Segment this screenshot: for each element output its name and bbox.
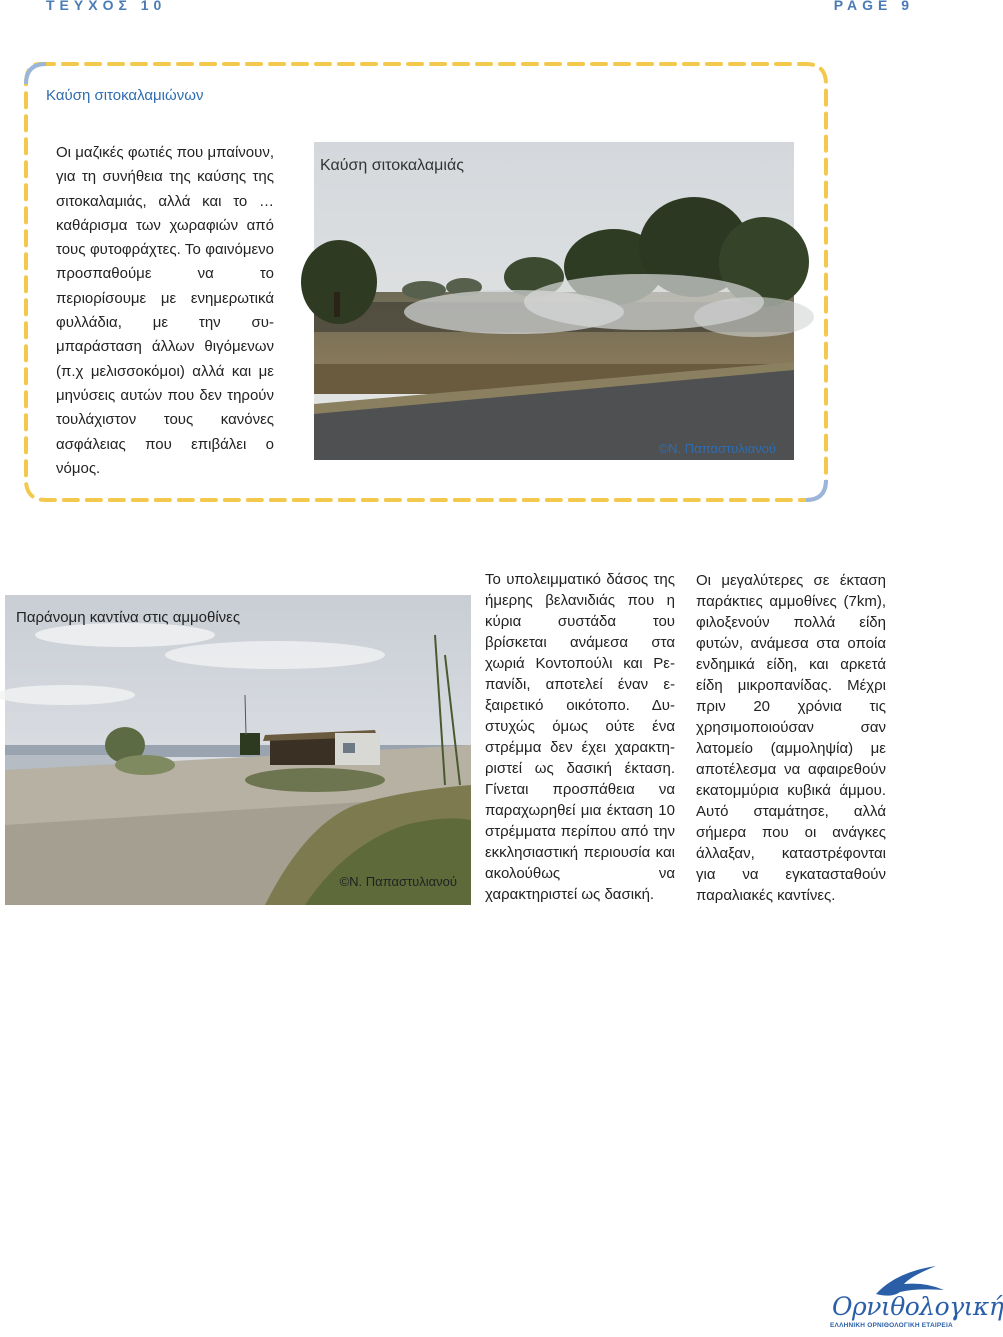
dune-canteen-illustration: [5, 595, 471, 905]
logo-name: Ορνιθολογική: [832, 1292, 1003, 1321]
photo-credit-2: ©Ν. Παπαστυλιανού: [339, 874, 457, 889]
page-number: PAGE 9: [833, 0, 914, 13]
box-title: Καύση σιτοκαλαμιώνων: [46, 87, 204, 104]
field-burning-photo: [314, 142, 794, 460]
ornithological-society-logo: [826, 1262, 1003, 1334]
article-column-middle: Το υπολειμματικό δάσος της ήμερης βελανιδιάς που η κύρια συστάδα του βρίσκεται ανάμεσα στα χωριά Κοντοπούλι και Ρεπανίδι, αποτελεί έναν εξαιρετικό οικότοπο. Δυστυχώς όμως ούτε ένα στρέμμα δεν έχει χαρακτηριστεί ως δασική έκταση. Γίνεται προσπάθεια να παραχωρηθεί μια έκταση 10 στρέμματα περίπου από την εκκλησιαστική περιουσία και ακολούθως να χαρακτηριστεί ως δασική.: [485, 571, 675, 903]
dune-canteen-photo: [5, 595, 471, 905]
article-column-right: Οι μεγαλύτερες σε έκταση παράκτιες αμμοθίνες (7km), φιλοξενούν πολλά είδη φυτών, ανάμεσα στα οποία ενδημικά είδη, και αρκετά είδη μικροπανίδας. Μέχρι πριν 20 χρόνια τις χρησιμοποιούσαν σαν λατομείο (αμμοληψία) με αποτέλεσμα να αφαιρεθούν εκατομμύρια κυβικά άμμου. Αυτό σταμάτησε, αλλά σήμερα που οι ανάγκες άλλαξαν, καταστρέφονται για να εγκατασταθούν παραλιακές καντίνες.: [696, 572, 886, 904]
photo-caption: Καύση σιτοκαλαμιάς: [320, 157, 464, 174]
logo-subtitle: ΕΛΛΗΝΙΚΗ ΟΡΝΙΘΟΛΟΓΙΚΗ ΕΤΑΙΡΕΙΑ: [830, 1322, 953, 1329]
photo-caption-2: Παράνομη καντίνα στις αμμοθίνες: [16, 609, 241, 626]
photo-credit: ©Ν. Παπαστυλιανού: [658, 441, 776, 456]
box-text: Οι μαζικές φωτιές που μπαίνουν, για τη συνήθεια της καύσης της σιτοκαλαμιάς, αλλά και το …καθάρισμα των χωραφιών από τους φυτοφράχτες. Το φαινόμενο προσπαθούμε να το περιορίσουμε με ενημερωτικά φυλλάδια, με την συμπαράσταση άλλων θιγόμενων (π.χ μελισσοκόμοι) αλλά και με μηνύσεις αυτών που δεν τηρούν τουλάχιστον τους κανόνες ασφάλειας που επιβάλει ο νόμος.: [56, 144, 274, 477]
field-burning-illustration: [314, 142, 794, 460]
issue-label: ΤΕΥΧΟΣ 10: [46, 0, 167, 13]
